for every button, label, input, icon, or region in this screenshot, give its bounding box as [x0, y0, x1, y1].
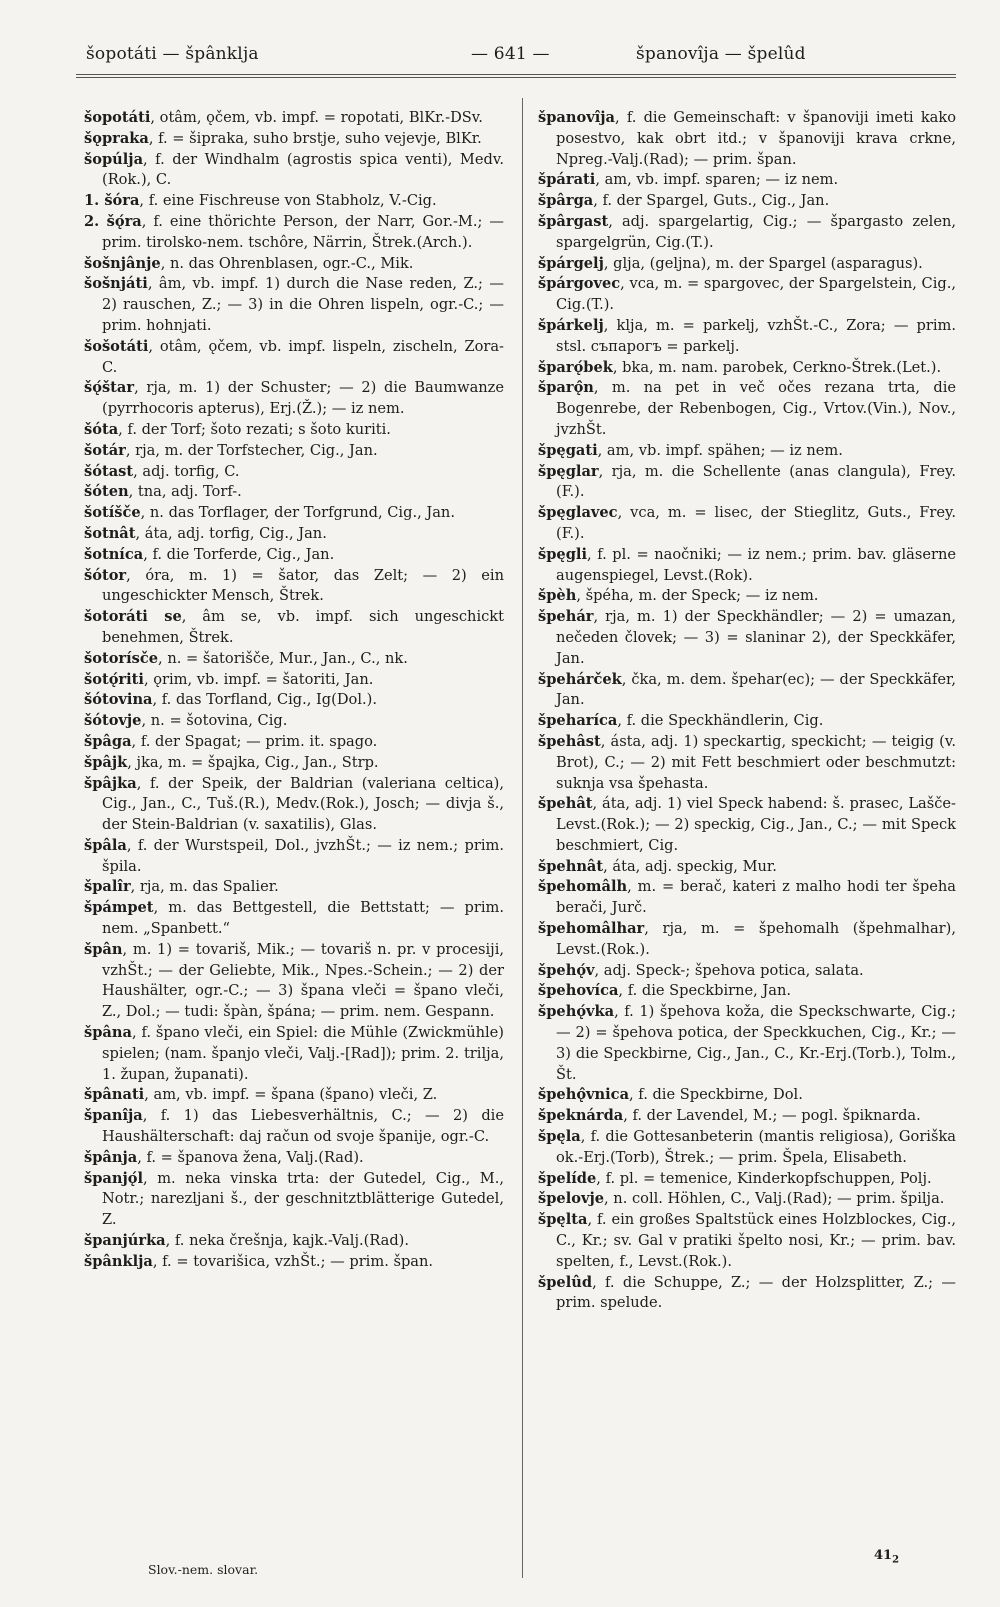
dictionary-entry: šošotáti, otâm, ǫčem, vb. impf. lispeln, zischeln, Zora-C. — [84, 337, 504, 376]
dictionary-entry: špęgati, am, vb. impf. spähen; — iz nem. — [538, 441, 843, 459]
dictionary-entry: špâjka, f. der Speik, der Baldrian (valeriana celtica), Cig., Jan., C., Tuš.(R.), Medv.(Rok.), Josch; — divja š., der Stein-Baldrian (v. saxatilis), Glas. — [84, 774, 504, 834]
dictionary-entry: špęla, f. die Gottesanbeterin (mantis religiosa), Goriška ok.-Erj.(Torb), Štrek.; — prim. Špela, Elisabeth. — [538, 1128, 956, 1166]
dictionary-entry: šóta, f. der Torf; šoto rezati; s šoto kuriti. — [84, 420, 391, 438]
dictionary-entry: špehárček, čka, m. dem. špehar(ec); — der Speckkäfer, Jan. — [538, 670, 956, 709]
dictionary-entry: špeknárda, f. der Lavendel, M.; — pogl. špiknarda. — [538, 1107, 921, 1125]
dictionary-entry: špehǫ́v, adj. Speck-; špehova potica, salata. — [538, 961, 864, 979]
dictionary-entry: špân, m. 1) = tovariš, Mik.; — tovariš n. pr. v procesiji, vzhŠt.; — der Geliebte, Mik., Npes.-Schein.; — 2) der Haushälter, ogr.-C.; — 3) špana vleči = špano vleči, Z., Dol.; — tudi: špàn, špána; — prim. nem. Gespann. — [84, 940, 504, 1021]
page-number: — 641 — — [471, 44, 550, 64]
printer-signature — [874, 1548, 899, 1566]
dictionary-entry: špęglar, rja, m. die Schellente (anas clangula), Frey.(F.). — [538, 462, 956, 501]
dictionary-entry: šotíšče, n. das Torflager, der Torfgrund, Cig., Jan. — [84, 504, 455, 522]
dictionary-entry: šǫ́štar, rja, m. 1) der Schuster; — 2) die Baumwanze (pyrrhocoris apterus), Erj.(Ž.); — iz nem. — [84, 379, 504, 418]
dictionary-entry: šopúlja, f. der Windhalm (agrostis spica venti), Medv.(Rok.), C. — [84, 150, 504, 189]
dictionary-entry: šotníca, f. die Torferde, Cig., Jan. — [84, 545, 335, 563]
dictionary-entry: 1. šóra, f. eine Fischreuse von Stabholz, V.-Cig. — [84, 192, 437, 210]
dictionary-entry: špelíde, f. pl. = temenice, Kinderkopfschuppen, Polj. — [538, 1169, 932, 1187]
dictionary-entry: špânja, f. = španova žena, Valj.(Rad). — [84, 1148, 364, 1166]
dictionary-entry: šparǫ̂n, m. na pet in več očes rezana trta, die Bogenrebe, der Rebenbogen, Cig., Vrtov.(Vin.), Nov., jvzhŠt. — [538, 379, 956, 438]
dictionary-entry: špárgovec, vca, m. = spargovec, der Spargelstein, Cig., Cig.(T.). — [538, 275, 956, 314]
footer-title: Slov.-nem. slovar. — [148, 1562, 259, 1577]
dictionary-entry: špelûd, f. die Schuppe, Z.; — der Holzsplitter, Z.; — prim. spelude. — [538, 1273, 956, 1312]
dictionary-entry: šošnjáti, âm, vb. impf. 1) durch die Nase reden, Z.; — 2) rauschen, Z.; — 3) in die Ohren lispeln, ogr.-C.; — prim. hohnjati. — [84, 275, 504, 334]
dictionary-entry: špânati, am, vb. impf. = španа (špano) vleči, Z. — [84, 1086, 438, 1104]
signature-number: 41 — [874, 1548, 893, 1563]
header-right-guide-word: španovîja — špelûd — [636, 44, 806, 64]
header-rule-top — [76, 74, 956, 75]
dictionary-entry: šótor, óra, m. 1) = šator, das Zelt; — 2) ein ungeschickter Mensch, Štrek. — [84, 566, 504, 605]
signature-subscript: 2 — [892, 1554, 900, 1566]
column-divider — [522, 98, 523, 1578]
dictionary-entry: šótovina, f. das Torfland, Cig., Ig(Dol.). — [84, 691, 377, 709]
dictionary-entry: šótovje, n. = šotovina, Cig. — [84, 712, 288, 730]
dictionary-entry: špárgelj, glja, (geljna), m. der Spargel (asparagus). — [538, 254, 923, 272]
dictionary-entry: španîja, f. 1) das Liebesverhältnis, C.; — 2) die Haushälterschaft: daj račun od svoje španije, ogr.-C. — [84, 1107, 504, 1146]
dictionary-entry: španovîja, f. die Gemeinschaft: v španoviji imeti kako posestvo, kak obrt itd.; v španoviji krava crkne, Npreg.-Valj.(Rad); — prim. špan. — [538, 109, 956, 168]
dictionary-entry: špęgli, f. pl. = naočniki; — iz nem.; prim. bav. gläserne augenspiegel, Levst.(Rok). — [538, 545, 956, 584]
header-rule-bottom — [76, 77, 956, 78]
dictionary-entry: špęglavec, vca, m. = lisec, der Stieglitz, Guts., Frey.(F.). — [538, 504, 956, 542]
dictionary-entry: špámpet, m. das Bettgestell, die Bettstatt; — prim. nem. „Spanbett.“ — [84, 899, 504, 938]
dictionary-entry: šotár, rja, m. der Torfstecher, Cig., Jan. — [84, 441, 378, 459]
header-left-guide-word: šopotáti — špânklja — [86, 44, 259, 64]
dictionary-entry: špâla, f. der Wurstspeil, Dol., jvzhŠt.; — iz nem.; prim. špila. — [84, 836, 504, 875]
dictionary-entry: špârga, f. der Spargel, Guts., Cig., Jan. — [538, 192, 830, 210]
dictionary-entry: 2. šǫ́ra, f. eine thörichte Person, der Narr, Gor.-M.; — prim. tirolsko-nem. tschôre, Närrin, Štrek.(Arch.). — [84, 212, 504, 251]
dictionary-entry: špâna, f. špano vleči, ein Spiel: die Mühle (Zwickmühle) spielen; (nam. španjo vleči, Valj.-[Rad]); prim. 2. trilja, 1. župan, županati). — [84, 1024, 504, 1083]
dictionary-entry: šotoráti se, âm se, vb. impf. sich ungeschickt benehmen, Štrek. — [84, 608, 504, 646]
dictionary-entry: šopotáti, otâm, ǫčem, vb. impf. = ropotati, BlKr.-DSv. — [84, 109, 483, 126]
dictionary-entry: šǫpraka, f. = šipraka, suho brstje, suho vejevje, BlKr. — [84, 129, 482, 147]
dictionary-entry: špânklja, f. = tovarišica, vzhŠt.; — prim. špan. — [84, 1252, 434, 1270]
dictionary-entry: šotorísče, n. = šatorišče, Mur., Jan., C., nk. — [84, 649, 408, 667]
dictionary-entry: španjǫ́l, m. neka vinska trta: der Gutedel, Cig., M., Notr.; narezljani š., der geschnitztblätterige Gutedel, Z. — [84, 1169, 504, 1229]
dictionary-entry: špehnât, áta, adj. speckig, Mur. — [538, 857, 777, 875]
dictionary-entry: špehomâlh, m. = berač, kateri z malho hodi ter špeha berači, Jurč. — [538, 878, 956, 917]
dictionary-entry: špehomâlhar, rja, m. = špehomalh (špehmalhar), Levst.(Rok.). — [538, 920, 956, 958]
dictionary-entry: špehǫ́vka, f. 1) špehova koža, die Speckschwarte, Cig.; — 2) = špehova potica, der Speckkuchen, Cig., Kr.; — 3) die Speckbirne, Cig., Jan., C., Kr.-Erj.(Torb.), Tolm., Št. — [538, 1003, 956, 1083]
dictionary-entry: špelovje, n. coll. Höhlen, C., Valj.(Rad); — prim. špilja. — [538, 1190, 945, 1208]
dictionary-entry: špehât, áta, adj. 1) viel Speck habend: š. prasec, Lašče-Levst.(Rok.); — 2) speckig, Cig., Jan., C.; — mit Speck beschmiert, Cig. — [538, 795, 956, 854]
dictionary-entry: špèh, špéha, m. der Speck; — iz nem. — [538, 587, 819, 605]
left-column — [84, 108, 504, 1273]
right-column — [538, 108, 956, 1314]
dictionary-entry: špehǫ̂vnica, f. die Speckbirne, Dol. — [538, 1086, 803, 1104]
dictionary-entry: šótast, adj. torfig, C. — [84, 462, 240, 480]
dictionary-entry: šparǫ́bek, bka, m. nam. parobek, Cerkno-Štrek.(Let.). — [538, 358, 942, 376]
dictionary-entry: špęlta, f. ein großes Spaltstück eines Holzblockes, Cig., C., Kr.; sv. Gal v pratiki špelto nosi, Kr.; — prim. bav. spelten, f., Levst.(Rok.). — [538, 1211, 956, 1270]
dictionary-entry: šošnjânje, n. das Ohrenblasen, ogr.-C., Mik. — [84, 254, 414, 272]
dictionary-entry: špâjk, jka, m. = špajka, Cig., Jan., Strp. — [84, 753, 379, 771]
dictionary-entry: španjúrka, f. neka črešnja, kajk.-Valj.(Rad). — [84, 1232, 410, 1250]
dictionary-entry: špâga, f. der Spagat; — prim. it. spago. — [84, 732, 378, 750]
page-header — [76, 44, 956, 72]
dictionary-entry: špârgast, adj. spargelartig, Cig.; — špargasto zelen, spargelgrün, Cig.(T.). — [538, 212, 956, 251]
dictionary-entry: šotǫ́riti, ǫrim, vb. impf. = šatoriti, Jan. — [84, 670, 374, 688]
dictionary-entry: šóten, tna, adj. Torf-. — [84, 483, 242, 501]
dictionary-entry: šotnât, áta, adj. torfig, Cig., Jan. — [84, 524, 327, 542]
dictionary-entry: špehár, rja, m. 1) der Speckhändler; — 2) = umazan, nečeden človek; — 3) = slaninar 2), der Speckkäfer, Jan. — [538, 608, 956, 667]
dictionary-entry: špárkelj, klja, m. = parkelj, vzhŠt.-C., Zora; — prim. stsl. съпарогъ = parkelj. — [538, 316, 956, 355]
dictionary-entry: špehâst, ásta, adj. 1) speckartig, speckicht; — teigig (v. Brot), C.; — 2) mit Fett beschmiert oder beschmutzt: suknja vsa špehasta. — [538, 732, 956, 792]
dictionary-entry: špárati, am, vb. impf. sparen; — iz nem. — [538, 171, 839, 189]
dictionary-entry: špalîr, rja, m. das Spalier. — [84, 878, 279, 896]
dictionary-entry: špeharíca, f. die Speckhändlerin, Cig. — [538, 712, 824, 730]
dictionary-entry: špehovíca, f. die Speckbirne, Jan. — [538, 982, 792, 1000]
